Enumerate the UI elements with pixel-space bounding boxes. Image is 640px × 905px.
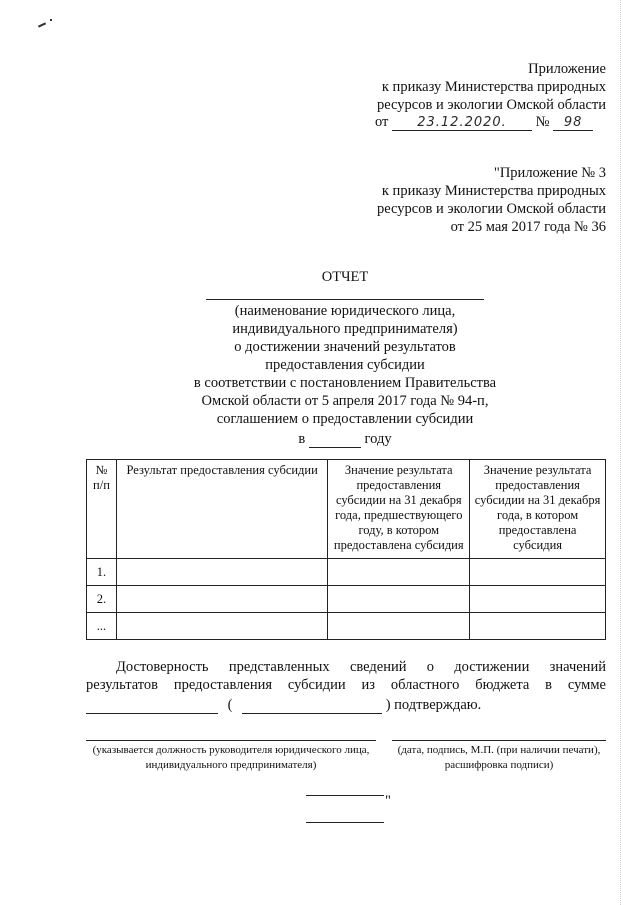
- position-caption-line-2: индивидуального предпринимателя): [145, 759, 317, 771]
- row-number: ...: [87, 613, 117, 640]
- number-prefix: №: [535, 114, 550, 130]
- confirmation-word: предоставления: [173, 677, 273, 693]
- appendix3-line-4: от 25 мая 2017 года № 36: [450, 219, 606, 235]
- row-number: 2.: [87, 586, 117, 613]
- position-signature-line: [86, 740, 376, 741]
- appendix-line-2: к приказу Министерства природных: [381, 79, 606, 95]
- report-subtitle: [140, 302, 550, 448]
- report-line-3: о достижении значений результатов: [234, 339, 456, 355]
- confirmation-word: сведений: [349, 659, 407, 675]
- report-line-7: соглашением о предоставлении субсидии: [216, 411, 474, 427]
- scan-speck: [50, 19, 52, 21]
- confirmation-line-3: [86, 696, 481, 714]
- confirmation-word: областного: [390, 677, 460, 693]
- row-prev-cell: [328, 559, 470, 586]
- confirmation-word: субсидии: [287, 677, 346, 693]
- row-number: 1.: [87, 559, 117, 586]
- date-caption: [384, 743, 614, 773]
- confirmation-word: достижении: [454, 659, 530, 675]
- appendix3-title: "Приложение № 3: [493, 165, 606, 181]
- row-current-cell: [470, 586, 606, 613]
- header-number: № п/п: [87, 460, 117, 559]
- row-current-cell: [470, 559, 606, 586]
- row-current-cell: [470, 613, 606, 640]
- confirmation-word: бюджета: [475, 677, 530, 693]
- confirmation-line-1: [116, 658, 606, 676]
- table-row: [87, 586, 606, 613]
- row-prev-cell: [328, 613, 470, 640]
- open-paren: (: [227, 697, 233, 713]
- row-result-cell: [116, 613, 327, 640]
- row-result-cell: [116, 559, 327, 586]
- position-caption-line-1: (указывается должность руководителя юридического лица,: [92, 744, 370, 756]
- report-title: ОТЧЕТ: [321, 269, 369, 285]
- appendix-line-3: ресурсов и экологии Омской области: [377, 97, 606, 113]
- header-value-prev-year: Значение результата предоставления субсидии на 31 декабря года, предшествующего году, в котором предоставлена субсидия: [328, 460, 470, 559]
- confirmation-word: Достоверность: [116, 659, 209, 675]
- table-row: [87, 613, 606, 640]
- header-value-current-year: Значение результата предоставления субсидии на 31 декабря года, в котором предоставлена субсидия: [470, 460, 606, 559]
- amount-words-blank: [242, 697, 382, 714]
- date-value: 23.12.2020.: [392, 114, 532, 131]
- row-prev-cell: [328, 586, 470, 613]
- report-line-6: Омской области от 5 апреля 2017 года № 94-п,: [201, 393, 489, 409]
- date-signature-line: [392, 740, 606, 741]
- closing-quote: ": [385, 793, 391, 809]
- report-year-line: [140, 430, 550, 448]
- table-row: [87, 559, 606, 586]
- report-line-2: индивидуального предпринимателя): [232, 321, 458, 337]
- confirmation-word: о: [426, 659, 434, 675]
- entity-name-blank: [206, 299, 484, 300]
- header-result: Результат предоставления субсидии: [116, 460, 327, 559]
- report-line-5: в соответствии с постановлением Правительства: [193, 375, 497, 391]
- amount-blank: [86, 697, 218, 714]
- date-caption-line-1: (дата, подпись, М.П. (при наличии печати),: [397, 744, 601, 756]
- appendix-title: Приложение: [528, 61, 606, 77]
- row-result-cell: [116, 586, 327, 613]
- confirmation-word: значений: [549, 659, 606, 675]
- appendix3-line-3: ресурсов и экологии Омской области: [377, 201, 606, 217]
- confirmation-word: сумме: [567, 677, 606, 693]
- confirmation-line-2: [86, 676, 606, 694]
- confirmation-word: в: [545, 677, 553, 693]
- appendix3-line-2: к приказу Министерства природных: [381, 183, 606, 199]
- results-table: [86, 459, 606, 640]
- scan-speck: [38, 22, 46, 27]
- closing-line-1: [306, 795, 384, 796]
- year-prefix: в: [298, 431, 306, 447]
- date-prefix: от: [375, 114, 389, 130]
- confirm-tail: ) подтверждаю.: [385, 697, 482, 713]
- position-caption: [80, 743, 382, 773]
- year-blank: [309, 431, 361, 448]
- confirmation-word: из: [361, 677, 375, 693]
- date-caption-line-2: расшифровка подписи): [444, 759, 554, 771]
- table-header-row: [87, 460, 606, 559]
- report-line-4: предоставления субсидии: [265, 357, 425, 373]
- confirmation-word: представленных: [228, 659, 330, 675]
- confirmation-word: результатов: [86, 677, 159, 693]
- number-value: 98: [553, 114, 593, 131]
- scan-edge: [620, 0, 622, 905]
- appendix-date-line: [375, 113, 593, 131]
- year-suffix: году: [364, 431, 392, 447]
- report-line-1: (наименование юридического лица,: [234, 303, 456, 319]
- closing-line-2: [306, 822, 384, 823]
